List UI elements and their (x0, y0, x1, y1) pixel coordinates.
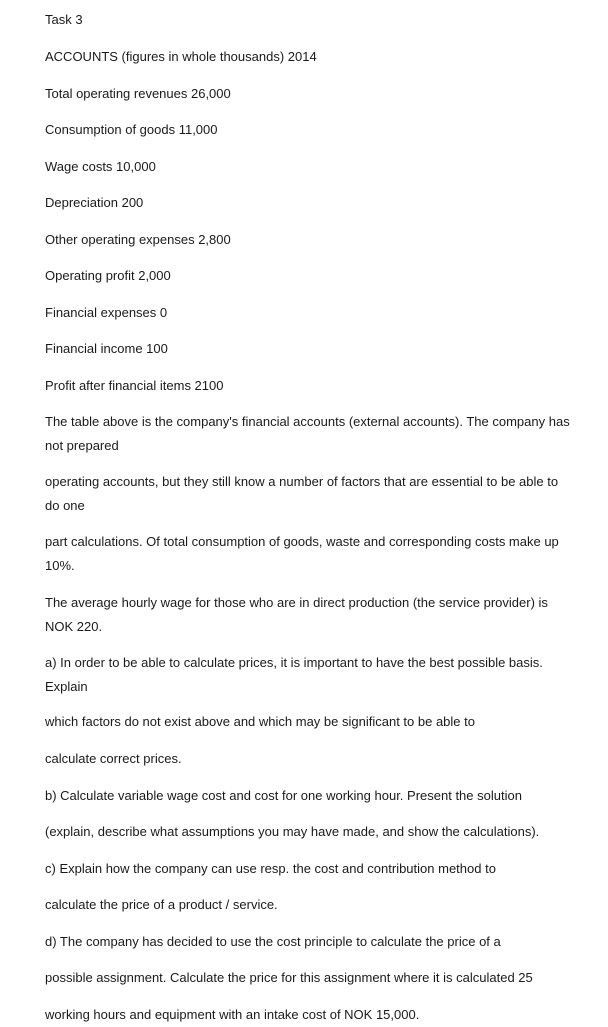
account-line: Consumption of goods 11,000 (45, 122, 218, 137)
paragraph-accounts-note: The table above is the company's financial accounts (external accounts). The company has not prepared (45, 414, 570, 453)
question-b-continued: (explain, describe what assumptions you may have made, and show the calculations). (45, 824, 540, 839)
account-line: Operating profit 2,000 (45, 268, 171, 283)
account-line: Total operating revenues 26,000 (45, 86, 231, 101)
question-a-continued: which factors do not exist above and which may be significant to be able to (45, 714, 475, 729)
task-title: Task 3 (45, 12, 83, 27)
paragraph-waste-costs: part calculations. Of total consumption of goods, waste and corresponding costs make up 10%. (45, 534, 559, 573)
account-line: Financial income 100 (45, 341, 168, 356)
account-line: Depreciation 200 (45, 195, 144, 210)
question-a-continued: calculate correct prices. (45, 751, 182, 766)
account-line: Profit after financial items 2100 (45, 378, 224, 393)
question-d-continued: possible assignment. Calculate the price for this assignment where it is calculated 25 (45, 970, 533, 985)
question-c-continued: calculate the price of a product / service. (45, 897, 278, 912)
question-d: d) The company has decided to use the cost principle to calculate the price of a (45, 934, 501, 949)
question-d-continued: working hours and equipment with an intake cost of NOK 15,000. (45, 1007, 420, 1022)
question-a: a) In order to be able to calculate prices, it is important to have the best possible basis. Explain (45, 655, 543, 694)
paragraph-operating-accounts: operating accounts, but they still know a number of factors that are essential to be able to do one (45, 474, 559, 513)
account-line: Financial expenses 0 (45, 305, 168, 320)
paragraph-hourly-wage: The average hourly wage for those who are in direct production (the service provider) is NOK 220. (45, 595, 548, 634)
accounts-heading: ACCOUNTS (figures in whole thousands) 2014 (45, 49, 317, 64)
account-line: Other operating expenses 2,800 (45, 232, 231, 247)
question-c: c) Explain how the company can use resp. the cost and contribution method to (45, 861, 496, 876)
account-line: Wage costs 10,000 (45, 159, 156, 174)
question-b: b) Calculate variable wage cost and cost for one working hour. Present the solution (45, 788, 522, 803)
